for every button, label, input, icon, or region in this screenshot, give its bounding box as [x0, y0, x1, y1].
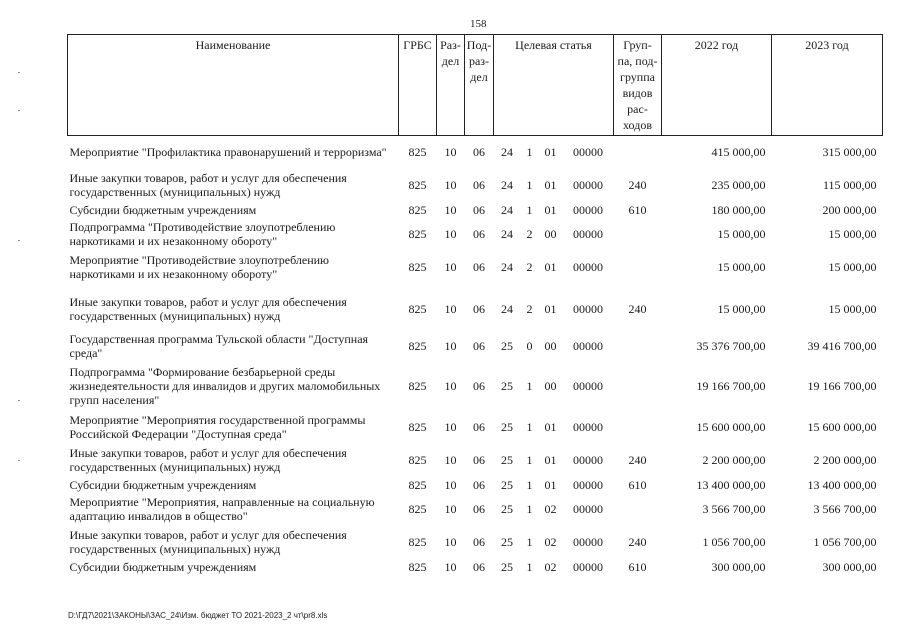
- cell-name: Мероприятие "Противодействие злоупотреблению наркотиками и их незаконному обороту": [69, 253, 330, 281]
- cell-c3: 01: [544, 260, 557, 274]
- cell-v2022: 1 056 700,00: [702, 535, 766, 549]
- cell-v2023: 15 000,00: [828, 227, 877, 241]
- cell-c2: 1: [526, 560, 533, 574]
- cell-pr: 06: [473, 502, 485, 516]
- cell-grbs: 825: [408, 419, 427, 434]
- cell-c4: 00000: [573, 301, 603, 316]
- cell-c2: 1: [526, 535, 533, 549]
- cell-c3: 00: [544, 378, 557, 393]
- cell-c1: 24: [501, 178, 513, 192]
- cell-grp: [614, 493, 662, 526]
- cell-name: Иные закупки товаров, работ и услуг для обеспечения государственных (муниципальных) нужд: [69, 171, 347, 199]
- cell-pr: 06: [473, 227, 485, 241]
- header-group: Груп- па, под- группа видов рас- ходов: [614, 35, 662, 136]
- table-row: [68, 526, 883, 559]
- cell-c3: 01: [544, 202, 557, 217]
- cell-name: Подпрограмма "Противодействие злоупотреблению наркотиками и их незаконному обороту": [69, 220, 336, 248]
- cell-pr: 06: [473, 260, 485, 274]
- header-name: Наименование: [68, 35, 399, 136]
- cell-c2: 0: [526, 338, 533, 353]
- table-row: [68, 284, 883, 326]
- cell-v2023: 15 000,00: [828, 260, 877, 274]
- cell-pr: 06: [473, 419, 485, 434]
- cell-rz: 10: [444, 227, 457, 241]
- table-header-row: [68, 35, 883, 136]
- cell-c2: 1: [526, 202, 533, 217]
- cell-pr: 06: [473, 301, 485, 316]
- cell-v2023: 315 000,00: [822, 145, 877, 160]
- cell-rz: 10: [444, 502, 457, 516]
- cell-v2023: 1 056 700,00: [813, 535, 877, 549]
- footer-file-path: D:\ГД7\2021\ЗАКОНЫ\ЗАС_24\Изм. бюджет ТО 2021-2023_2 чт\pr8.xls: [68, 611, 328, 620]
- table-row: [68, 410, 883, 444]
- cell-grp: [614, 136, 662, 169]
- cell-c1: 24: [501, 260, 513, 274]
- cell-grp: 610: [628, 477, 647, 492]
- cell-grbs: 825: [408, 227, 427, 241]
- cell-rz: 10: [444, 453, 457, 467]
- table-row: [68, 559, 883, 576]
- cell-name: Мероприятие "Профилактика правонарушений и терроризма": [69, 145, 387, 160]
- cell-rz: 10: [444, 378, 457, 393]
- cell-grp: 240: [628, 453, 647, 467]
- cell-c1: 24: [501, 301, 513, 316]
- cell-name: Иные закупки товаров, работ и услуг для обеспечения государственных (муниципальных) нужд: [69, 294, 347, 323]
- cell-grbs: 825: [408, 453, 427, 467]
- cell-grbs: 825: [408, 301, 427, 316]
- cell-rz: 10: [444, 477, 457, 492]
- cell-grbs: 825: [408, 202, 427, 217]
- cell-c4: 00000: [573, 178, 603, 192]
- cell-c2: 1: [526, 453, 533, 467]
- cell-c1: 24: [501, 202, 513, 217]
- cell-c4: 00000: [573, 477, 603, 492]
- cell-name: Субсидии бюджетным учреждениям: [69, 560, 257, 574]
- cell-v2023: 39 416 700,00: [807, 338, 877, 353]
- cell-pr: 06: [473, 560, 485, 574]
- cell-pr: 06: [473, 477, 485, 492]
- cell-v2022: 19 166 700,00: [696, 378, 766, 393]
- cell-v2022: 3 566 700,00: [702, 502, 766, 516]
- cell-c4: 00000: [573, 502, 603, 516]
- cell-v2023: 2 200 000,00: [813, 453, 877, 467]
- header-grbs: ГРБС: [399, 35, 437, 136]
- budget-table: [67, 34, 883, 576]
- cell-v2022: 15 600 000,00: [696, 419, 766, 434]
- cell-c4: 00000: [573, 202, 603, 217]
- cell-v2022: 415 000,00: [711, 145, 766, 160]
- table-row: [68, 218, 883, 251]
- cell-c2: 1: [526, 419, 533, 434]
- cell-name: Подпрограмма "Формирование безбарьерной среды жизнедеятельности для инвалидов и других маломобильных групп населения": [69, 364, 381, 407]
- cell-pr: 06: [473, 178, 485, 192]
- cell-pr: 06: [473, 378, 485, 393]
- cell-name: Иные закупки товаров, работ и услуг для обеспечения государственных (муниципальных) нужд: [69, 528, 347, 556]
- cell-c1: 25: [501, 535, 513, 549]
- cell-grp: 240: [628, 178, 647, 192]
- cell-rz: 10: [444, 560, 457, 574]
- cell-c3: 01: [544, 145, 557, 160]
- header-2022: 2022 год: [662, 35, 772, 136]
- header-2023: 2023 год: [772, 35, 883, 136]
- cell-name: Государственная программа Тульской области "Доступная среда": [69, 331, 369, 360]
- cell-pr: 06: [473, 202, 485, 217]
- cell-c1: 25: [501, 453, 513, 467]
- cell-c2: 2: [526, 227, 533, 241]
- cell-v2023: 115 000,00: [822, 178, 877, 192]
- cell-c3: 01: [544, 477, 557, 492]
- margin-mark: [18, 240, 20, 241]
- table-row: [68, 493, 883, 526]
- cell-c2: 1: [526, 477, 533, 492]
- cell-v2022: 15 000,00: [717, 260, 766, 274]
- cell-grbs: 825: [408, 178, 427, 192]
- margin-mark: [18, 460, 20, 461]
- cell-rz: 10: [444, 419, 457, 434]
- cell-v2023: 13 400 000,00: [807, 477, 877, 492]
- margin-mark: [18, 72, 20, 73]
- table-row: [68, 169, 883, 202]
- table-row: [68, 444, 883, 477]
- cell-v2023: 300 000,00: [822, 560, 877, 574]
- cell-grp: [614, 218, 662, 251]
- cell-v2022: 2 200 000,00: [702, 453, 766, 467]
- cell-v2022: 15 000,00: [717, 227, 766, 241]
- cell-c4: 00000: [573, 338, 603, 353]
- cell-c2: 1: [526, 178, 533, 192]
- cell-grbs: 825: [408, 260, 427, 274]
- cell-rz: 10: [444, 260, 457, 274]
- cell-v2022: 15 000,00: [717, 301, 766, 316]
- cell-v2022: 13 400 000,00: [696, 477, 766, 492]
- cell-v2023: 19 166 700,00: [807, 378, 877, 393]
- header-target: Целевая статья: [494, 35, 614, 136]
- cell-name: Субсидии бюджетным учреждениям: [69, 477, 257, 492]
- cell-c2: 1: [526, 502, 533, 516]
- cell-c2: 1: [526, 378, 533, 393]
- cell-grp: 240: [628, 535, 647, 549]
- cell-c3: 02: [544, 560, 557, 574]
- cell-c4: 00000: [573, 145, 603, 160]
- cell-name: Иные закупки товаров, работ и услуг для обеспечения государственных (муниципальных) нужд: [69, 446, 347, 474]
- cell-v2023: 3 566 700,00: [813, 502, 877, 516]
- page-number: 158: [470, 18, 487, 30]
- cell-c1: 25: [501, 419, 513, 434]
- cell-pr: 06: [473, 535, 485, 549]
- cell-name: Мероприятие "Мероприятия государственной программы Российской Федерации "Доступная среда": [69, 412, 366, 441]
- cell-name: Субсидии бюджетным учреждениям: [69, 202, 257, 217]
- cell-v2022: 300 000,00: [711, 560, 766, 574]
- cell-c3: 01: [544, 453, 557, 467]
- cell-rz: 10: [444, 535, 457, 549]
- cell-c1: 25: [501, 378, 513, 393]
- cell-grp: [614, 326, 662, 362]
- cell-pr: 06: [473, 453, 485, 467]
- cell-pr: 06: [473, 145, 485, 160]
- cell-c3: 02: [544, 535, 557, 549]
- cell-c1: 24: [501, 227, 513, 241]
- cell-c3: 01: [544, 178, 557, 192]
- cell-c4: 00000: [573, 378, 603, 393]
- cell-name: Мероприятие "Мероприятия, направленные на социальную адаптацию инвалидов в общество": [69, 495, 375, 523]
- cell-pr: 06: [473, 338, 485, 353]
- cell-c4: 00000: [573, 227, 603, 241]
- cell-grp: 610: [628, 202, 647, 217]
- cell-c1: 24: [501, 145, 513, 160]
- cell-grp: [614, 362, 662, 410]
- cell-grbs: 825: [408, 560, 427, 574]
- cell-v2022: 180 000,00: [711, 202, 766, 217]
- table-row: [68, 136, 883, 169]
- cell-c3: 00: [544, 338, 557, 353]
- header-podrazdel: Под- раз- дел: [465, 35, 494, 136]
- cell-c2: 2: [526, 301, 533, 316]
- cell-rz: 10: [444, 145, 457, 160]
- cell-grbs: 825: [408, 502, 427, 516]
- table-row: [68, 326, 883, 362]
- cell-c3: 01: [544, 301, 557, 316]
- cell-c4: 00000: [573, 419, 603, 434]
- cell-v2022: 35 376 700,00: [696, 338, 766, 353]
- table-row: [68, 251, 883, 284]
- table-row: [68, 202, 883, 218]
- cell-c3: 02: [544, 502, 557, 516]
- cell-rz: 10: [444, 202, 457, 217]
- cell-c4: 00000: [573, 535, 603, 549]
- cell-c1: 25: [501, 477, 513, 492]
- cell-grbs: 825: [408, 145, 427, 160]
- cell-c4: 00000: [573, 560, 603, 574]
- cell-v2023: 15 000,00: [828, 301, 877, 316]
- cell-grp: [614, 251, 662, 284]
- cell-c2: 1: [526, 145, 533, 160]
- cell-grbs: 825: [408, 535, 427, 549]
- table-row: [68, 477, 883, 493]
- cell-v2023: 200 000,00: [822, 202, 877, 217]
- cell-c1: 25: [501, 338, 513, 353]
- cell-c3: 00: [544, 227, 557, 241]
- cell-grp: [614, 410, 662, 444]
- cell-grbs: 825: [408, 338, 427, 353]
- cell-c4: 00000: [573, 453, 603, 467]
- margin-mark: [18, 110, 20, 111]
- cell-c1: 25: [501, 560, 513, 574]
- cell-rz: 10: [444, 301, 457, 316]
- table-row: [68, 362, 883, 410]
- cell-v2023: 15 600 000,00: [807, 419, 877, 434]
- cell-grp: 610: [628, 560, 647, 574]
- cell-grbs: 825: [408, 378, 427, 393]
- header-razdel: Раз- дел: [437, 35, 465, 136]
- cell-c1: 25: [501, 502, 513, 516]
- cell-c4: 00000: [573, 260, 603, 274]
- cell-c2: 2: [526, 260, 533, 274]
- cell-grp: 240: [628, 301, 647, 316]
- cell-rz: 10: [444, 338, 457, 353]
- margin-mark: [18, 400, 20, 401]
- cell-grbs: 825: [408, 477, 427, 492]
- cell-c3: 01: [544, 419, 557, 434]
- cell-rz: 10: [444, 178, 457, 192]
- cell-v2022: 235 000,00: [711, 178, 766, 192]
